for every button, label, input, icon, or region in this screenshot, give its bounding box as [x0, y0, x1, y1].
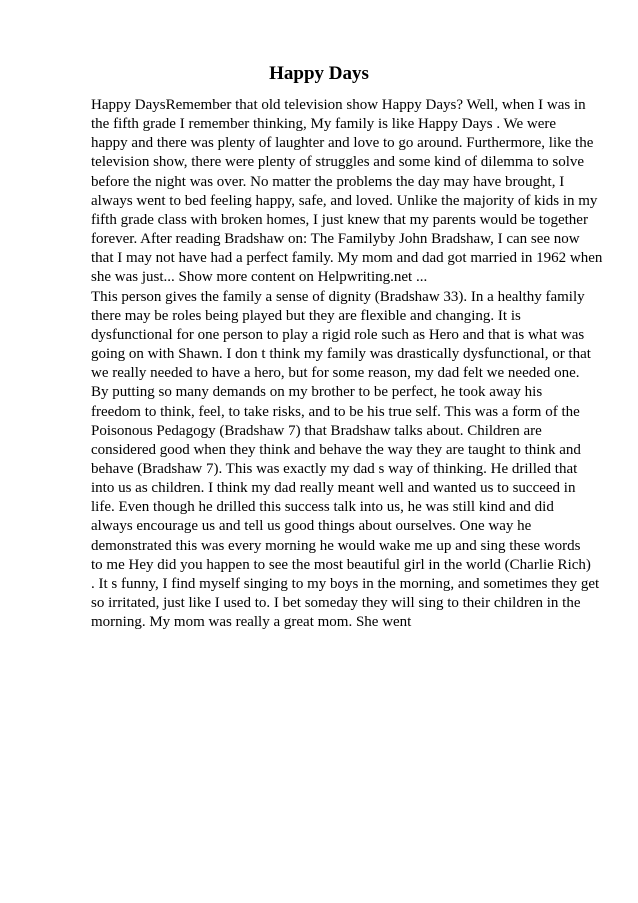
- text-line: always went to bed feeling happy, safe, and loved. Unlike the majority of kids in my: [91, 192, 598, 209]
- text-line: into us as children. I think my dad really meant well and wanted us to succeed in: [91, 480, 576, 497]
- text-line: there may be roles being played but they are flexible and changing. It is: [91, 307, 521, 324]
- text-line: behave (Bradshaw 7). This was exactly my dad s way of thinking. He drilled that: [91, 460, 578, 477]
- text-line: freedom to think, feel, to take risks, and to be his true self. This was a form of the: [91, 403, 580, 420]
- text-line: always encourage us and tell us good things about ourselves. One way he: [91, 518, 532, 535]
- text-line: happy and there was plenty of laughter and love to go around. Furthermore, like the: [91, 135, 594, 152]
- text-line: before the night was over. No matter the problems the day may have brought, I: [91, 173, 565, 190]
- text-line: to me Hey did you happen to see the most beautiful girl in the world (Charlie Rich): [91, 556, 591, 573]
- text-line: so irritated, just like I used to. I bet someday they will sing to their children in the: [91, 595, 581, 612]
- text-line: demonstrated this was every morning he would wake me up and sing these words: [91, 537, 581, 554]
- text-line: that I may not have had a perfect family. My mom and dad got married in 1962 when: [91, 250, 603, 267]
- text-line: she was just... Show more content on Helpwriting.net ...: [91, 269, 428, 286]
- document-body: [91, 96, 611, 632]
- text-line: forever. After reading Bradshaw on: The Familyby John Bradshaw, I can see now: [91, 231, 580, 248]
- text-line: going on with Shawn. I don t think my family was drastically dysfunctional, or that: [91, 346, 591, 363]
- text-line: morning. My mom was really a great mom. She went: [91, 614, 412, 631]
- text-line: dysfunctional for one person to play a rigid role such as Hero and that is what was: [91, 326, 585, 343]
- text-line: considered good when they think and behave the way they are taught to think and: [91, 441, 581, 458]
- text-line: the fifth grade I remember thinking, My family is like Happy Days . We were: [91, 116, 557, 133]
- text-line: This person gives the family a sense of dignity (Bradshaw 33). In a healthy family: [91, 288, 585, 305]
- text-line: . It s funny, I find myself singing to my boys in the morning, and sometimes they get: [91, 575, 600, 592]
- document-title: Happy Days: [269, 63, 369, 84]
- text-line: By putting so many demands on my brother to be perfect, he took away his: [91, 384, 543, 401]
- text-line: fifth grade class with broken homes, I just knew that my parents would be together: [91, 211, 588, 228]
- text-line: we really needed to have a hero, but for some reason, my dad felt we needed one.: [91, 365, 580, 382]
- text-line: Poisonous Pedagogy (Bradshaw 7) that Bradshaw talks about. Children are: [91, 422, 542, 439]
- text-line: life. Even though he drilled this success talk into us, he was still kind and did: [91, 499, 554, 516]
- text-line: television show, there were plenty of struggles and some kind of dilemma to solve: [91, 154, 585, 171]
- text-line: Happy DaysRemember that old television show Happy Days? Well, when I was in: [91, 97, 586, 113]
